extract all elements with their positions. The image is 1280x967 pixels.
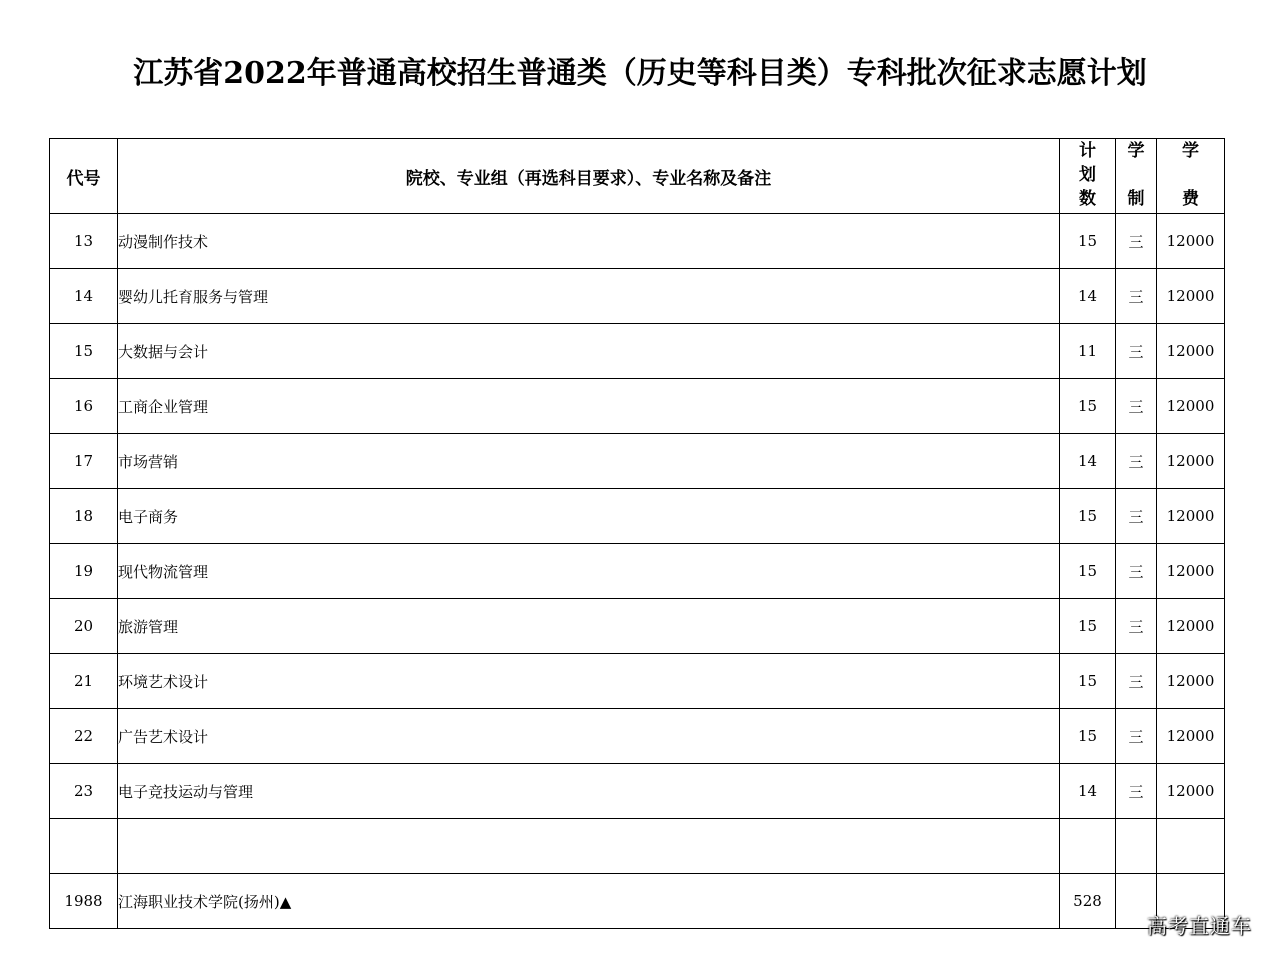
- page-title: 江苏省2022年普通高校招生普通类（历史等科目类）专科批次征求志愿计划: [133, 56, 1147, 91]
- cell-fee: 12000: [1157, 709, 1225, 764]
- header-plan: 计 划 数: [1060, 139, 1116, 214]
- cell-plan: 15: [1060, 214, 1116, 269]
- table-row: [50, 544, 1225, 599]
- table-row: [50, 709, 1225, 764]
- table-row: [50, 379, 1225, 434]
- cell-term: [1116, 819, 1157, 874]
- watermark-logo: 高考直通车: [1147, 914, 1252, 938]
- cell-plan: 15: [1060, 544, 1116, 599]
- cell-plan: 14: [1060, 269, 1116, 324]
- cell-name: 大数据与会计: [118, 324, 1060, 379]
- header-code: 代号: [50, 139, 118, 214]
- cell-name: 动漫制作技术: [118, 214, 1060, 269]
- plan-table: [49, 138, 1225, 929]
- cell-code: 15: [50, 324, 118, 379]
- cell-fee: 12000: [1157, 544, 1225, 599]
- cell-term: 三: [1116, 599, 1157, 654]
- table-row: [50, 214, 1225, 269]
- cell-fee: 12000: [1157, 654, 1225, 709]
- cell-code: 1988: [50, 874, 118, 929]
- cell-fee: 12000: [1157, 214, 1225, 269]
- cell-name: 婴幼儿托育服务与管理: [118, 269, 1060, 324]
- cell-plan: 15: [1060, 654, 1116, 709]
- cell-term: 三: [1116, 489, 1157, 544]
- table-row: [50, 764, 1225, 819]
- cell-term: 三: [1116, 214, 1157, 269]
- cell-code: 14: [50, 269, 118, 324]
- cell-code: 17: [50, 434, 118, 489]
- cell-term: 三: [1116, 654, 1157, 709]
- cell-term: 三: [1116, 709, 1157, 764]
- cell-plan: 15: [1060, 599, 1116, 654]
- cell-fee: 12000: [1157, 764, 1225, 819]
- cell-plan: 14: [1060, 434, 1116, 489]
- table-header-row: [50, 139, 1225, 214]
- cell-name: 工商企业管理: [118, 379, 1060, 434]
- table-row: [50, 324, 1225, 379]
- cell-code: 16: [50, 379, 118, 434]
- cell-term: 三: [1116, 434, 1157, 489]
- cell-code: 18: [50, 489, 118, 544]
- cell-code: 20: [50, 599, 118, 654]
- table-row: [50, 269, 1225, 324]
- cell-term: 三: [1116, 379, 1157, 434]
- cell-code: 22: [50, 709, 118, 764]
- header-name: 院校、专业组（再选科目要求）、专业名称及备注: [118, 139, 1060, 214]
- cell-name: 电子竞技运动与管理: [118, 764, 1060, 819]
- cell-plan: 14: [1060, 764, 1116, 819]
- cell-name: 电子商务: [118, 489, 1060, 544]
- cell-fee: 12000: [1157, 434, 1225, 489]
- cell-name: 江海职业技术学院(扬州)▲: [118, 874, 1060, 929]
- cell-name: 广告艺术设计: [118, 709, 1060, 764]
- cell-term: 三: [1116, 324, 1157, 379]
- table-row: [50, 874, 1225, 929]
- cell-term: 三: [1116, 544, 1157, 599]
- cell-plan: 15: [1060, 709, 1116, 764]
- table-row: [50, 654, 1225, 709]
- cell-code: 19: [50, 544, 118, 599]
- table-row: [50, 599, 1225, 654]
- cell-plan: [1060, 819, 1116, 874]
- cell-name: [118, 819, 1060, 874]
- table-row: [50, 819, 1225, 874]
- cell-name: 现代物流管理: [118, 544, 1060, 599]
- cell-name: 环境艺术设计: [118, 654, 1060, 709]
- cell-fee: 12000: [1157, 379, 1225, 434]
- cell-fee: 12000: [1157, 489, 1225, 544]
- cell-plan: 11: [1060, 324, 1116, 379]
- cell-fee: 12000: [1157, 324, 1225, 379]
- cell-plan: 528: [1060, 874, 1116, 929]
- cell-code: 21: [50, 654, 118, 709]
- table-row: [50, 434, 1225, 489]
- cell-code: 13: [50, 214, 118, 269]
- cell-code: 23: [50, 764, 118, 819]
- cell-code: [50, 819, 118, 874]
- cell-plan: 15: [1060, 489, 1116, 544]
- cell-plan: 15: [1060, 379, 1116, 434]
- header-term: 学 制: [1116, 139, 1157, 214]
- cell-term: 三: [1116, 269, 1157, 324]
- cell-name: 旅游管理: [118, 599, 1060, 654]
- cell-fee: 12000: [1157, 269, 1225, 324]
- cell-fee: 12000: [1157, 599, 1225, 654]
- cell-name: 市场营销: [118, 434, 1060, 489]
- table-row: [50, 489, 1225, 544]
- header-fee: 学 费: [1157, 139, 1225, 214]
- cell-fee: [1157, 819, 1225, 874]
- cell-term: 三: [1116, 764, 1157, 819]
